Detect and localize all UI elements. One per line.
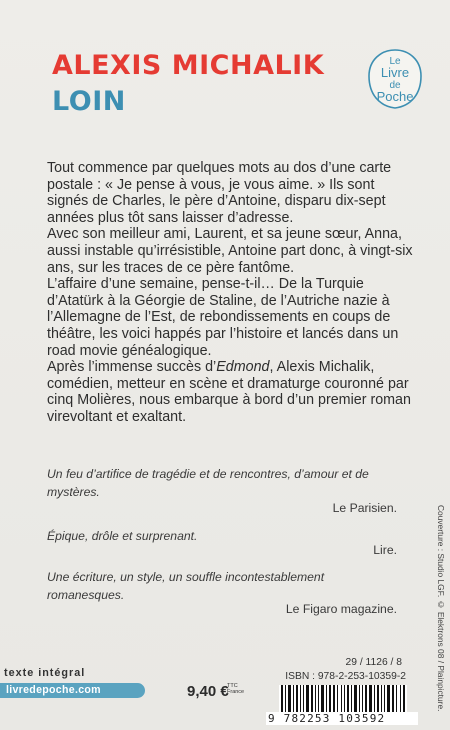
blurb-text: , Alexis Michalik, comédien, metteur en scène et dramaturge couronné par cinq Molières, nous embarque à bord d’un premier roman virevoltant et exaltant.	[47, 359, 411, 425]
logo-text-de: de	[389, 80, 401, 91]
press-quote	[47, 527, 397, 557]
website-banner	[0, 683, 145, 698]
website-link[interactable]: livredepoche.com	[6, 684, 101, 696]
quote-source: Lire.	[373, 543, 397, 557]
quote-text: Épique, drôle et surprenant.	[47, 529, 198, 543]
book-title: LOIN	[52, 86, 126, 117]
blurb-paragraph: L’affaire d’une semaine, pense-t-il… De la Turquie d’Atatürk à la Géorgie de Staline, de l’Autriche nazie à l’Allemagne de l’Est, de rebondissements en coups de théâtre, les voici happés par l’histoire et lancés dans un road movie généalogique.	[47, 276, 399, 359]
blurb-text: Après l’immense succès d’	[47, 359, 217, 376]
price-country: France	[227, 689, 245, 695]
cover-credit: Couverture : Studio LGF. © Elektrons 08 / Plainpicture.	[436, 505, 446, 712]
texte-integral-label: texte intégral	[4, 667, 86, 679]
quote-text: Un feu d’artifice de tragédie et de rencontres, d’amour et de mystères.	[47, 467, 369, 499]
logo-text-le: Le	[389, 56, 401, 67]
blurb-paragraph: Avec son meilleur ami, Laurent, et sa jeune sœur, Anna, aussi instable qu’irrésistible, Antoine part donc, à vingt-six ans, sur les traces de ce père fantôme.	[47, 226, 413, 276]
price-tax-note	[227, 683, 244, 695]
quote-text: Une écriture, un style, un souffle incontestablement romanesques.	[47, 570, 325, 602]
press-quote	[47, 568, 397, 616]
logo-text-livre: Livre	[380, 65, 410, 80]
logo-text-poche: Poche	[376, 89, 414, 104]
blurb-paragraph: Tout commence par quelques mots au dos d’une carte postale : « Je pense à vous, je vous aime. » Ils sont signés de Charles, le père d’Antoine, disparu dix-sept années plus tôt sans laisser d’adresse.	[47, 160, 392, 226]
quote-source: Le Figaro magazine.	[285, 602, 397, 616]
press-quote	[47, 465, 397, 515]
blurb-paragraph-last	[47, 359, 417, 425]
author-name: ALEXIS MICHALIK	[52, 50, 325, 81]
back-cover-blurb	[47, 160, 417, 426]
catalog-reference: 29 / 1126 / 8	[345, 657, 402, 668]
price-ttc: TTC	[227, 683, 238, 689]
livre-de-poche-logo	[365, 48, 425, 110]
price: 9,40 €	[187, 683, 229, 700]
blurb-book-reference: Edmond	[216, 359, 270, 376]
barcode-digits: 9 782253 103592	[266, 712, 418, 725]
quote-source: Le Parisien.	[332, 501, 397, 515]
isbn: ISBN : 978-2-253-10359-2	[285, 671, 406, 682]
